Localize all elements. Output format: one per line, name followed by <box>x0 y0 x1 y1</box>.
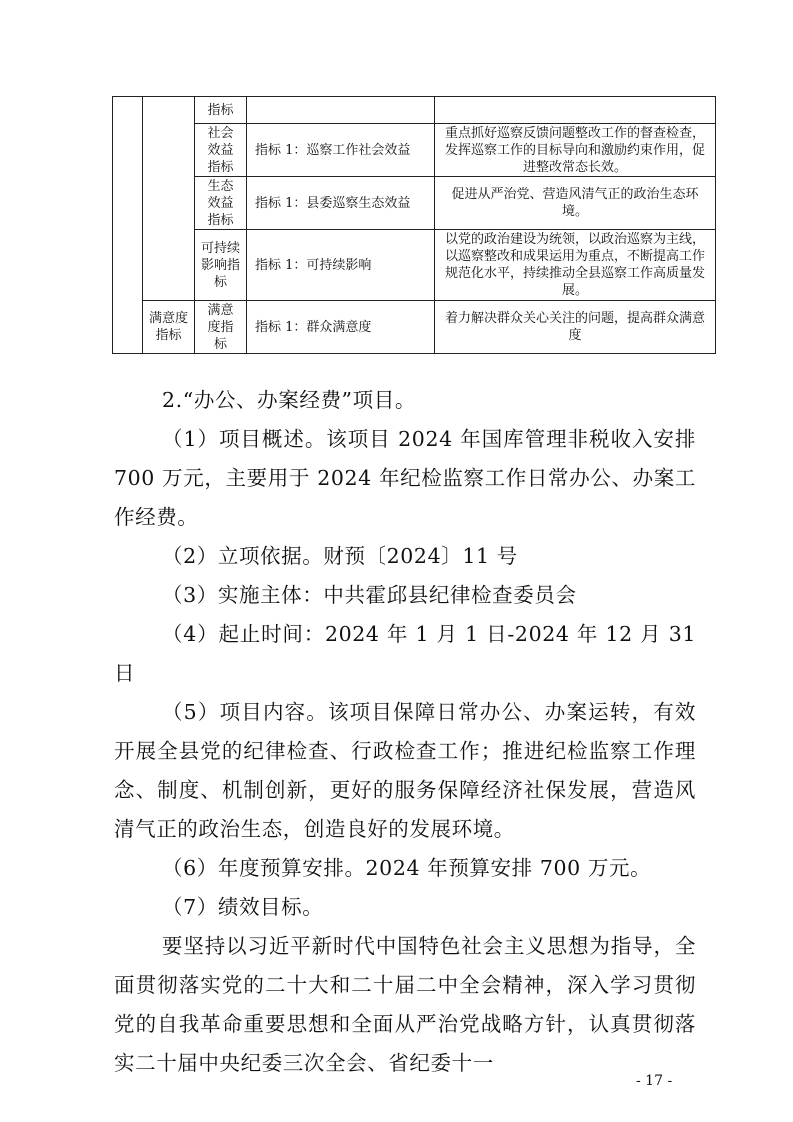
paragraph-goal-text: 要坚持以习近平新时代中国特色社会主义思想为指导，全面贯彻落实党的二十大和二十届二中全会精神，深入学习贯彻党的自我革命重要思想和全面从严治党战略方针，认真贯彻落实二十届中央纪委三次全会、省纪委十一 <box>114 934 696 1075</box>
section-heading: 2.“办公、办案经费”项目。 <box>162 388 416 412</box>
table-cell-value: 以党的政治建设为统领，以政治巡察为主线，以巡察整改和成果运用为重点，不断提高工作规范化水平，持续推动全县巡察工作高质量发展。 <box>435 230 716 301</box>
paragraph-content: （5）项目内容。该项目保障日常办公、办案运转，有效开展全县党的纪律检查、行政检查工作；推进纪检监察工作理念、制度、机制创新，更好的服务保障经济社保发展，营造风清气正的政治生态，创造良好的发展环境。 <box>114 700 696 841</box>
paragraph-basis: （2）立项依据。财预〔2024〕11 号 <box>162 544 518 568</box>
table-cell-value <box>435 97 716 124</box>
paragraph-entity: （3）实施主体：中共霍邱县纪律检查委员会 <box>162 583 577 607</box>
table-row <box>113 97 716 124</box>
table-cell-value: 促进从严治党、营造风清气正的政治生态环境。 <box>435 177 716 230</box>
paragraph-goal-heading: （7）绩效目标。 <box>162 895 324 919</box>
page-number: - 17 - <box>636 1073 673 1089</box>
table-row <box>113 124 716 177</box>
performance-indicator-table <box>112 96 716 354</box>
table-row <box>113 301 716 354</box>
table-cell-level3: 指标 <box>195 97 247 124</box>
table-cell-indicator: 指标 1：巡察工作社会效益 <box>247 124 435 177</box>
paragraph-budget: （6）年度预算安排。2024 年预算安排 700 万元。 <box>162 856 652 880</box>
table-cell-level3: 社会效益指标 <box>195 124 247 177</box>
table-cell-level3: 满意度指标 <box>195 301 247 354</box>
table-cell-indicator: 指标 1：群众满意度 <box>247 301 435 354</box>
table-cell-level1 <box>113 97 143 354</box>
table-cell-level2: 满意度指标 <box>143 301 195 354</box>
document-body <box>114 381 696 1083</box>
table-cell-indicator: 指标 1：县委巡察生态效益 <box>247 177 435 230</box>
table-cell-indicator: 指标 1：可持续影响 <box>247 230 435 301</box>
table-cell-indicator <box>247 97 435 124</box>
table-cell-level2 <box>143 97 195 301</box>
table-cell-level3: 可持续影响指标 <box>195 230 247 301</box>
table-cell-level3: 生态效益指标 <box>195 177 247 230</box>
table-row <box>113 230 716 301</box>
table-cell-value: 着力解决群众关心关注的问题，提高群众满意度 <box>435 301 716 354</box>
table-row <box>113 177 716 230</box>
table-cell-value: 重点抓好巡察反馈问题整改工作的督查检查，发挥巡察工作的目标导向和激励约束作用，促进整改常态长效。 <box>435 124 716 177</box>
paragraph-overview: （1）项目概述。该项目 2024 年国库管理非税收入安排 700 万元，主要用于 2024 年纪检监察工作日常办公、办案工作经费。 <box>114 427 696 529</box>
paragraph-period: （4）起止时间：2024 年 1 月 1 日-2024 年 12 月 31 日 <box>114 622 696 685</box>
